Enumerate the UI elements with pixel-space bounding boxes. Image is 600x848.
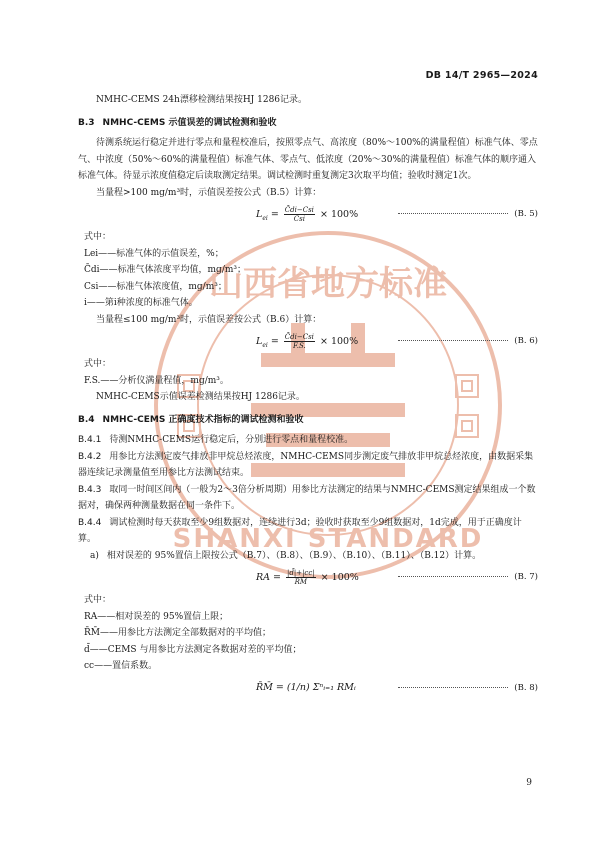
definition: d̄——CEMS 与用参比方法测定各数据对差的平均值； xyxy=(84,644,302,655)
list-item-a: a) 相对误差的 95%置信上限按公式（B.7）、（B.8）、（B.9）、（B.10）、（B.11）、（B.12）计算。 xyxy=(90,550,482,561)
paragraph: 待测系统运行稳定并进行零点和量程校准后，按照零点气、高浓度（80%～100%的满量程值）标准气体、零点气、中浓度（50%～60%的满量程值）标准气体、零点气、低浓度（20%～30%的满量程值）标准气体的顺序通入标准气体。待显示浓度值稳定后读取测定结果。调试检测时重复测定3次取平均值；验收时测定1次。 xyxy=(78,138,538,181)
definition: RA——相对误差的 95%置信上限； xyxy=(84,611,229,622)
where-label: 式中： xyxy=(84,232,112,242)
page-number: 9 xyxy=(526,778,532,788)
definition: F.S.——分析仪满量程值，mg/m³。 xyxy=(84,375,229,386)
formula-b6: $L_{ei}$ = $\frac{\text{C̄di−Csi}}{F.S.}$ × 100% (B. 6) xyxy=(256,333,538,350)
paragraph: NMHC-CEMS示值误差检测结果按HJ 1286记录。 xyxy=(96,392,305,402)
standard-code: DB 14/T 2965—2024 xyxy=(425,70,538,81)
definition: Csi——标准气体浓度值，mg/m³； xyxy=(84,281,227,292)
clause-b44: B.4.4 调试检测时每天获取至少9组数据对，连续进行3d；验收时获取至少9组数据对，1d完成，用于正确度计算。 xyxy=(78,517,522,544)
svg-text:SHANXI STANDARD: SHANXI STANDARD xyxy=(172,524,484,554)
paragraph: 当量程>100 mg/m³时，示值误差按公式（B.5）计算： xyxy=(96,187,322,198)
definition: Lei——标准气体的示值误差，%； xyxy=(84,248,224,259)
where-label: 式中： xyxy=(84,359,112,369)
paragraph: NMHC-CEMS 24h漂移检测结果按HJ 1286记录。 xyxy=(96,95,308,105)
document-body xyxy=(78,92,538,703)
paragraph: 当量程≤100 mg/m³时，示值误差按公式（B.6）计算： xyxy=(96,314,322,325)
formula-b5: $L_{ei}$ = $\frac{\text{C̄di−Csi}}{\text{Csi}}$ × 100% (B. 5) xyxy=(256,206,538,223)
where-label: 式中： xyxy=(84,595,112,605)
section-heading-b4: B.4 NMHC-CEMS 正确度技术指标的调试检测和验收 xyxy=(78,414,304,425)
clause-b42: B.4.2 用参比方法测定废气排放非甲烷总烃浓度，NMHC-CEMS同步测定废气排放非甲烷总烃浓度，由数据采集器连续记录测量值至用参比方法测试结束。 xyxy=(78,451,534,478)
clause-b43: B.4.3 取同一时间区间内（一般为2～3倍分析周期）用参比方法测定的结果与NMHC-CEMS测定结果组成一个数据对，确保两种测量数据在同一条件下。 xyxy=(78,484,536,511)
definition: C̄di——标准气体浓度平均值，mg/m³； xyxy=(84,265,246,275)
definition: i——第i种浓度的标准气体。 xyxy=(84,298,198,308)
formula-b8: R̄M̄ = (1/n) Σⁿᵢ₌₁ RMᵢ (B. 8) xyxy=(256,681,538,693)
formula-b7: RA = $\frac{|d̄|+|cc|}{R̄M̄}$ × 100% (B. 7) xyxy=(256,569,538,586)
definition: R̄M̄——用参比方法测定全部数据对的平均值； xyxy=(84,628,271,638)
svg-text:山西省地方标准: 山西省地方标准 xyxy=(209,264,447,304)
section-heading-b3: B.3 NMHC-CEMS 示值误差的调试检测和验收 xyxy=(78,117,277,128)
clause-b41: B.4.1 待测NMHC-CEMS运行稳定后，分别进行零点和量程校准。 xyxy=(78,435,354,445)
definition: cc——置信系数。 xyxy=(84,661,158,671)
